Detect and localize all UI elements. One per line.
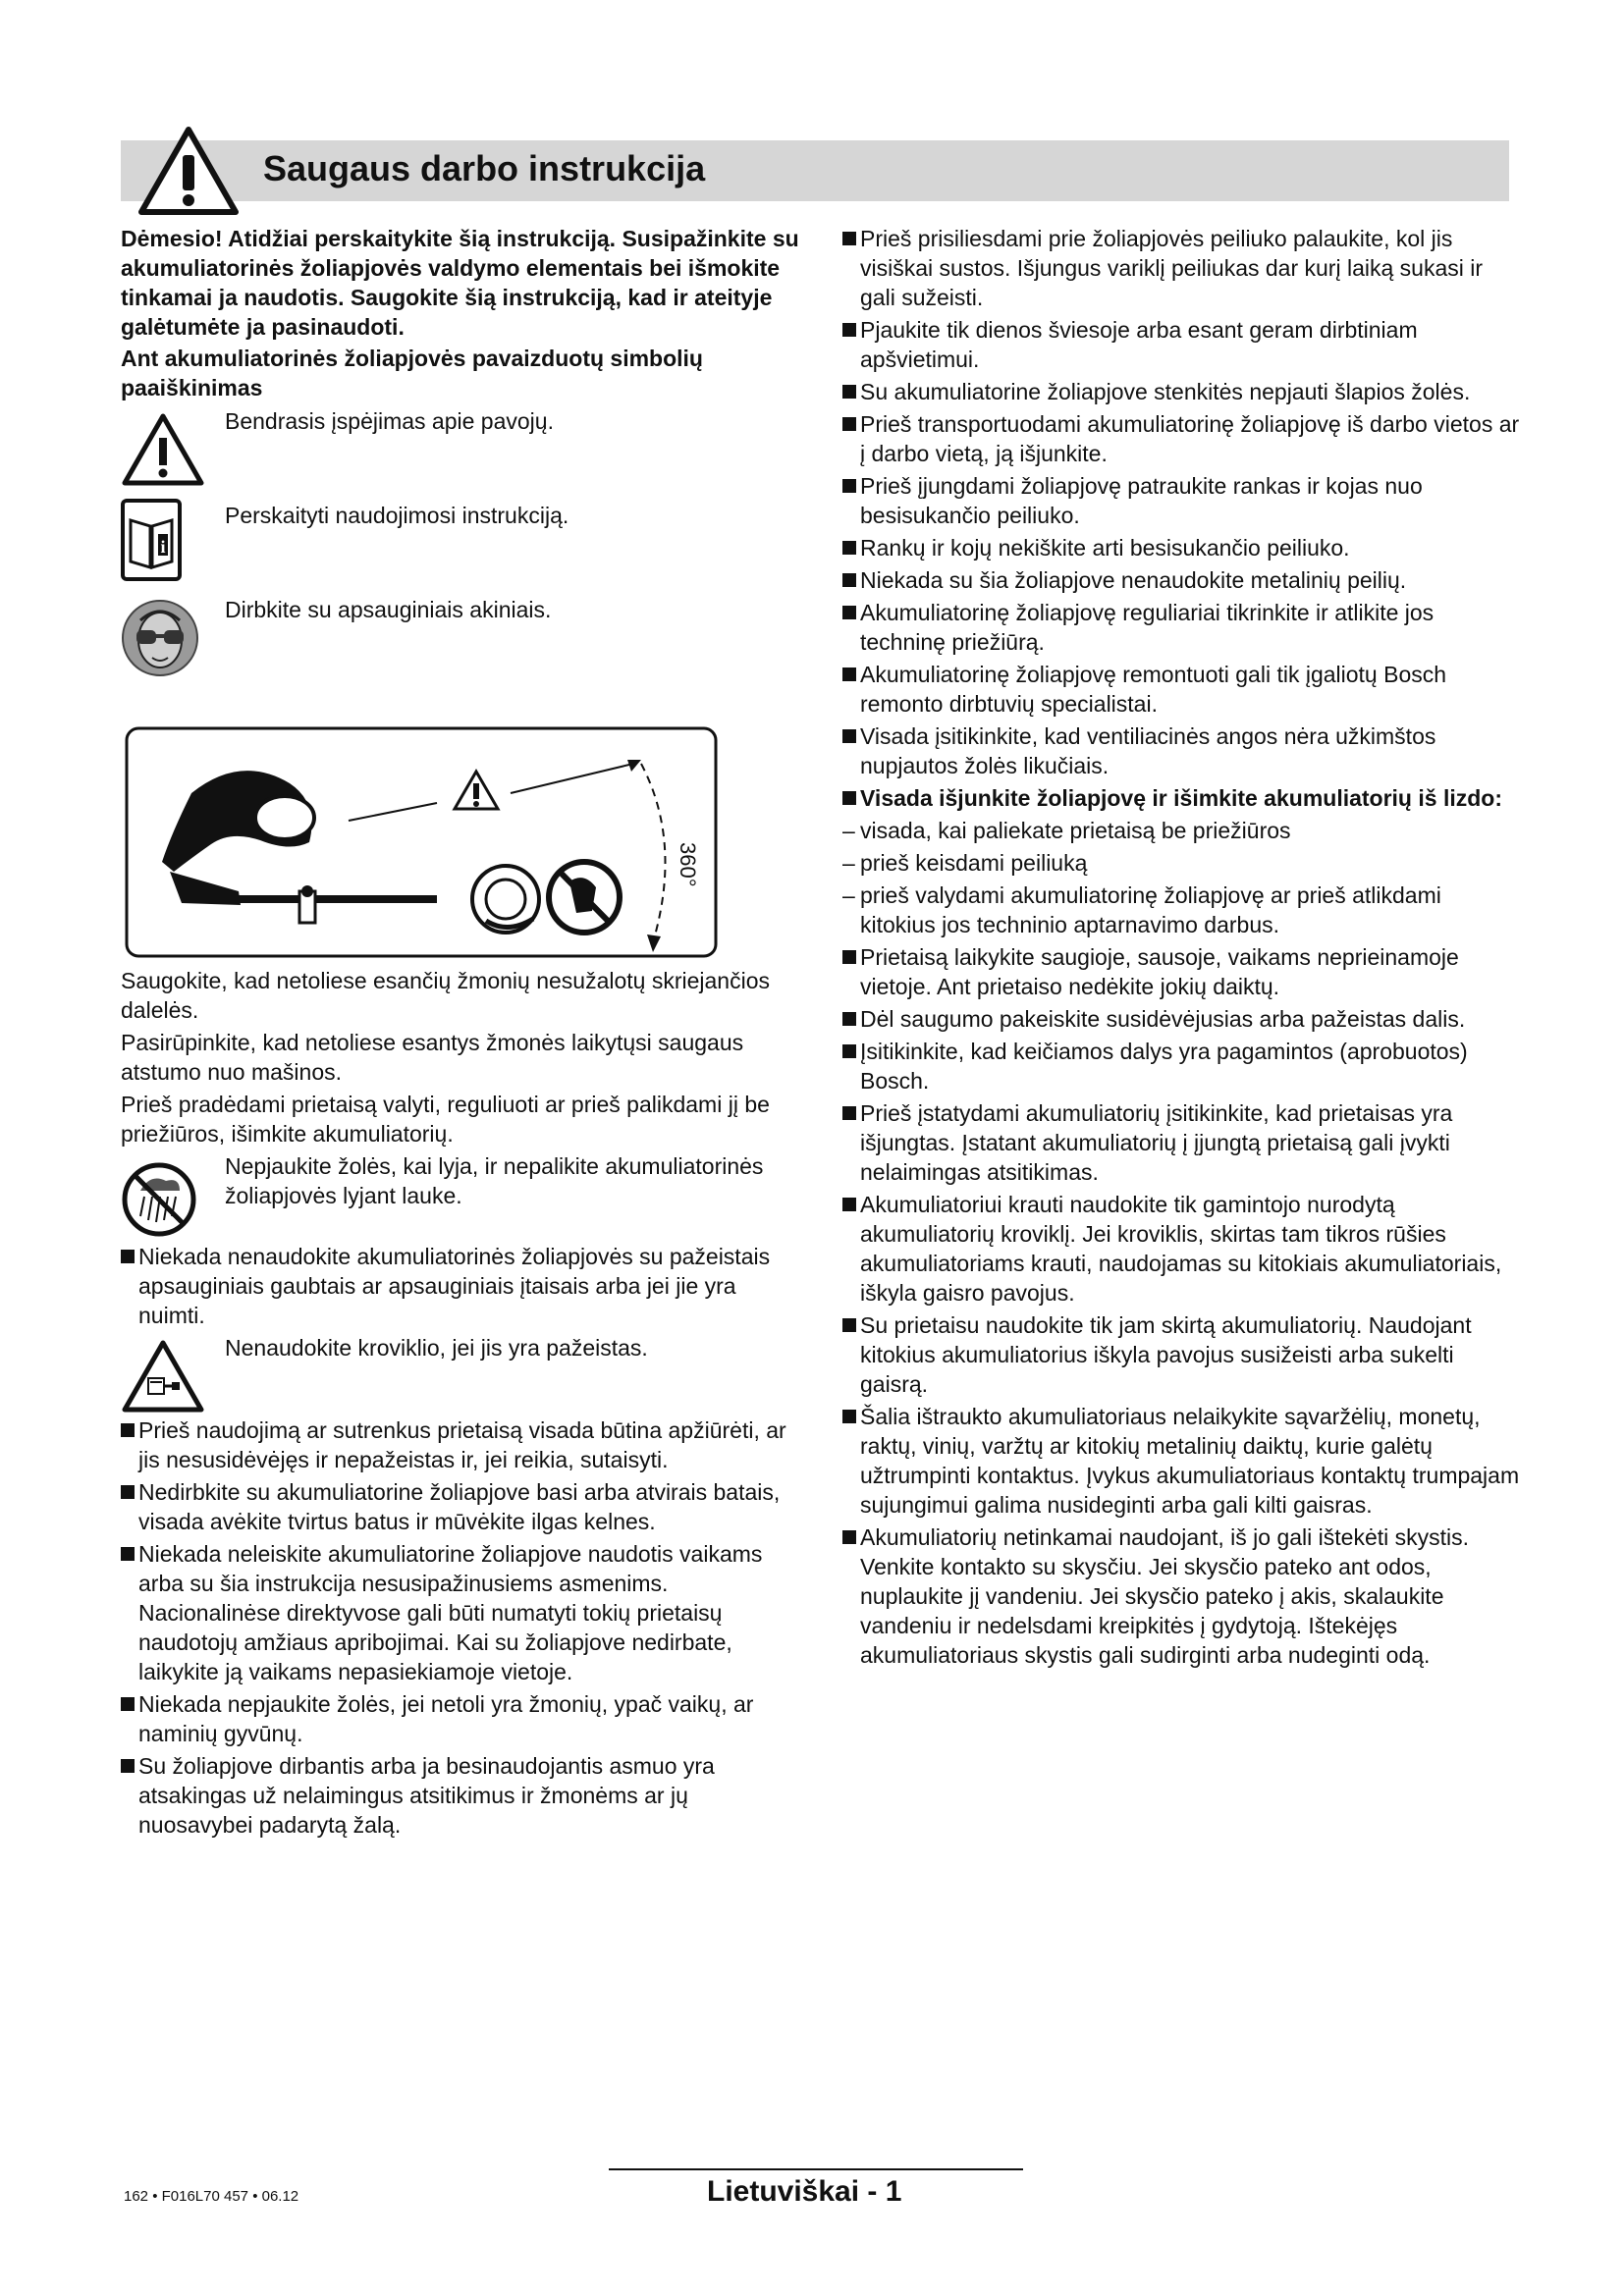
warning-triangle-icon bbox=[121, 412, 205, 487]
paragraph: Saugokite, kad netoliese esančių žmonių nesužalotų skriejančios dalelės. bbox=[121, 968, 771, 1023]
charger-warning-icon bbox=[121, 1339, 205, 1414]
list-item: Visada įsitikinkite, kad ventiliacinės angos nėra užkimštos nupjautos žolės likučiais. bbox=[842, 721, 1520, 780]
symbol-label: Nepjaukite žolės, kai lyja, ir nepalikite akumuliatorinės žoliapjovės lyjant lauke. bbox=[225, 1153, 764, 1208]
list-item: Prieš įstatydami akumuliatorių įsitikinkite, kad prietaisas yra išjungtas. Įstatant akumuliatorių į įjungtą prietaisą gali įvykti nelaimingas atsitikimas. bbox=[842, 1098, 1520, 1187]
dash-item: – prieš valydami akumuliatorinę žoliapjovę ar prieš atlikdami kitokius jos techninio aptarnavimo darbus. bbox=[842, 882, 1441, 937]
list-item: Niekada nepjaukite žolės, jei netoli yra žmonių, ypač vaikų, ar naminių gyvūnų. bbox=[121, 1689, 808, 1748]
right-column bbox=[842, 224, 1520, 1673]
symbol-label: Dirbkite su apsauginiais akiniais. bbox=[225, 597, 552, 622]
symbol-label: Bendrasis įspėjimas apie pavojų. bbox=[225, 408, 554, 434]
list-item: Nedirbkite su akumuliatorine žoliapjove basi arba atvirais batais, visada avėkite tvirtus batus ir mūvėkite ilgas kelnes. bbox=[121, 1477, 808, 1536]
paragraph: Prieš pradėdami prietaisą valyti, reguliuoti ar prieš palikdami jį be priežiūros, išimkite akumuliatorių. bbox=[121, 1092, 770, 1147]
paragraph: Pasirūpinkite, kad netoliese esantys žmonės laikytųsi saugaus atstumo nuo mašinos. bbox=[121, 1030, 744, 1085]
safety-goggles-icon bbox=[121, 599, 199, 677]
symbol-general-warning bbox=[121, 406, 808, 487]
dash-item: – prieš keisdami peiliuką bbox=[842, 850, 1088, 876]
list-item: Akumuliatoriui krauti naudokite tik gamintojo nurodytą akumuliatorių kroviklį. Jei kroviklis, skirtas tam tikros rūšies akumuliatoriams krauti, naudojamas su kitokiais akumuliatoriais, iškyla gaisro pavojus. bbox=[842, 1190, 1520, 1308]
list-item: Rankų ir kojų nekiškite arti besisukančio peiliuko. bbox=[842, 533, 1520, 562]
list-item: Niekada neleiskite akumuliatorine žoliapjove naudotis vaikams arba su šia instrukcija nesusipažinusiems asmenims. Nacionalinėse direktyvose gali būti numatyti tokių prietaisų naudotojų amžiaus apribojimai. Kai su žoliapjove nedirbate, laikykite ją vaikams nepasiekiamoje vietoje. bbox=[121, 1539, 808, 1686]
list-item: Prietaisą laikykite saugioje, sausoje, vaikams neprieinamoje vietoje. Ant prietaiso nedėkite jokių daiktų. bbox=[842, 942, 1520, 1001]
page-title: Saugaus darbo instrukcija bbox=[263, 148, 706, 188]
footer-divider bbox=[609, 2168, 1023, 2170]
list-item: Su akumuliatorine žoliapjove stenkitės nepjauti šlapios žolės. bbox=[842, 377, 1520, 406]
list-item: Niekada nenaudokite akumuliatorinės žoliapjovės su pažeistais apsauginiais gaubtais ar apsauginiais įtaisais arba jei jie yra nuimti. bbox=[121, 1242, 808, 1330]
list-item: Akumuliatorinę žoliapjovę remontuoti gali tik įgaliotų Bosch remonto dirbtuvių specialistai. bbox=[842, 660, 1520, 719]
symbol-label: Perskaityti naudojimosi instrukciją. bbox=[225, 503, 569, 528]
list-item: Su prietaisu naudokite tik jam skirtą akumuliatorių. Naudojant kitokius akumuliatorius iškyla pavojus susižeisti arba sukelti gaisrą. bbox=[842, 1310, 1520, 1399]
list-item: Akumuliatorių netinkamai naudojant, iš jo gali ištekėti skystis. Venkite kontakto su skysčiu. Jei skysčio pateko ant odos, nuplaukite jį vandeniu. Jei skysčio pateko į akis, skalaukite vandeniu ir nedelsdami kreipkitės į gydytoją. Ištekėjęs akumuliatoriaus skystis gali sudirginti arba nudeginti odą. bbox=[842, 1522, 1520, 1670]
page-number: Lietuviškai - 1 bbox=[707, 2175, 902, 2208]
list-item: Šalia ištraukto akumuliatoriaus nelaikykite sąvaržėlių, monetų, raktų, vinių, varžtų ar kitokių metalinių daiktų, kurie galėtų užtrumpinti kontaktus. Įvykus akumuliatoriaus kontaktų trumpajam sujungimui galima nusideginti arba gali kilti gaisras. bbox=[842, 1402, 1520, 1520]
list-item: Prieš transportuodami akumuliatorinę žoliapjovę iš darbo vietos ar į darbo vietą, ją išjunkite. bbox=[842, 409, 1520, 468]
dash-item: – visada, kai paliekate prietaisą be priežiūros bbox=[842, 818, 1291, 843]
safety-zone-diagram bbox=[123, 724, 720, 960]
list-item: Pjaukite tik dienos šviesoje arba esant geram dirbtiniam apšvietimui. bbox=[842, 315, 1520, 374]
list-item: Prieš įjungdami žoliapjovę patraukite rankas ir kojas nuo besisukančio peiliuko. bbox=[842, 471, 1520, 530]
svg-text:i: i bbox=[160, 537, 166, 557]
list-item: Prieš prisiliesdami prie žoliapjovės peiliuko palaukite, kol jis visiškai sustos. Išjungus variklį peiliukas dar kurį laiką sukasi ir gali sužeisti. bbox=[842, 224, 1520, 312]
symbol-eye-protection bbox=[121, 595, 808, 705]
list-item: Niekada su šia žoliapjove nenaudokite metalinių peilių. bbox=[842, 565, 1520, 595]
symbol-label: Nenaudokite kroviklio, jei jis yra pažeistas. bbox=[225, 1335, 648, 1361]
list-item: Akumuliatorinę žoliapjovę reguliariai tikrinkite ir atlikite jos techninę priežiūrą. bbox=[842, 598, 1520, 657]
document-code: 162 • F016L70 457 • 06.12 bbox=[124, 2188, 299, 2205]
warning-triangle-icon bbox=[137, 126, 240, 216]
left-column bbox=[121, 224, 808, 1842]
list-item: Su žoliapjove dirbantis arba ja besinaudojantis asmuo yra atsakingas už nelaimingus atsitikimus ir žmonėms ar jų nuosavybei padarytą žalą. bbox=[121, 1751, 808, 1840]
symbol-damaged-charger bbox=[121, 1333, 808, 1415]
list-item: Įsitikinkite, kad keičiamos dalys yra pagamintos (aprobuotos) Bosch. bbox=[842, 1037, 1520, 1095]
list-item-bold: Visada išjunkite žoliapjovę ir išimkite akumuliatorių iš lizdo: bbox=[842, 783, 1520, 813]
angle-label: 360° bbox=[676, 842, 700, 887]
symbol-read-manual bbox=[121, 487, 808, 595]
manual-book-icon bbox=[121, 499, 182, 581]
symbol-no-rain bbox=[121, 1151, 808, 1242]
list-item: Prieš naudojimą ar sutrenkus prietaisą visada būtina apžiūrėti, ar jis nesusidėvėjęs ir nepažeistas ir, jei reikia, sutaisyti. bbox=[121, 1415, 808, 1474]
intro-warning: Dėmesio! Atidžiai perskaitykite šią instrukciją. Susipažinkite su akumuliatorinės žoliapjovės valdymo elementais bei išmokite tinkamai ja naudotis. Saugokite šią instrukciją, kad ir ateityje galėtumėte ja pasinaudoti. bbox=[121, 226, 799, 340]
symbols-heading: Ant akumuliatorinės žoliapjovės pavaizduotų simbolių paaiškinimas bbox=[121, 346, 703, 400]
no-rain-icon bbox=[121, 1161, 197, 1238]
list-item: Dėl saugumo pakeiskite susidėvėjusias arba pažeistas dalis. bbox=[842, 1004, 1520, 1034]
